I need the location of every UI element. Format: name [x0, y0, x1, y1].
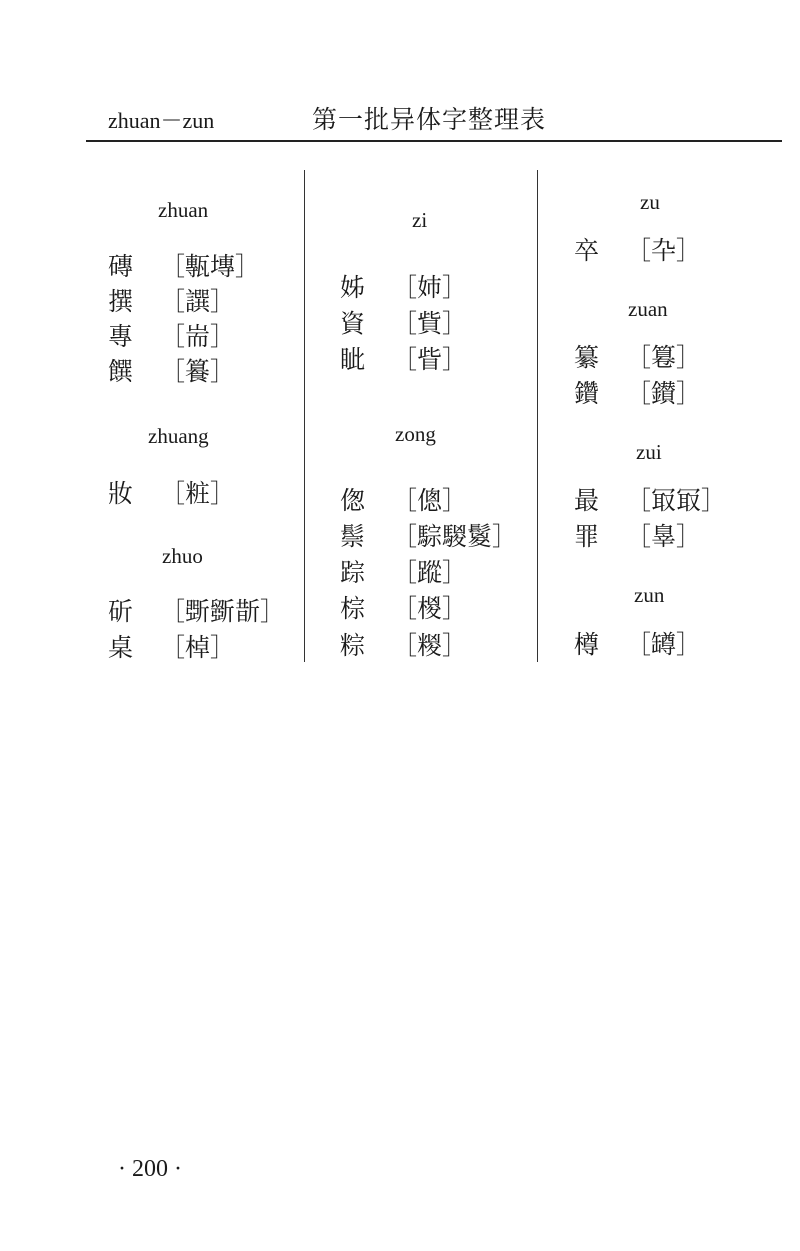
entry-row — [108, 479, 235, 509]
variant-characters: ［鑚］ — [626, 379, 702, 408]
standard-character: 鬃 — [340, 522, 366, 551]
pinyin-heading: zu — [640, 190, 660, 214]
entry-row — [340, 345, 467, 375]
entry-row — [108, 597, 285, 627]
variant-characters: ［粧］ — [160, 479, 236, 508]
standard-character: 資 — [340, 309, 366, 338]
variant-characters: ［辠］ — [626, 522, 702, 551]
standard-character: 偬 — [340, 486, 366, 515]
entry-row — [108, 252, 260, 282]
standard-character: 棕 — [340, 594, 366, 623]
standard-character: 最 — [574, 486, 600, 515]
variant-characters: ［椶］ — [392, 594, 468, 623]
entry-row — [108, 633, 235, 663]
variant-characters: ［斲斵斮］ — [160, 597, 286, 626]
entry-row — [574, 522, 701, 552]
variant-characters: ［姉］ — [392, 273, 468, 302]
variant-characters: ［耑］ — [160, 322, 236, 351]
pinyin-heading: zhuo — [162, 544, 203, 568]
variant-characters: ［傯］ — [392, 486, 468, 515]
entry-row — [574, 236, 701, 266]
entry-row — [340, 558, 467, 588]
standard-character: 撰 — [108, 287, 134, 316]
entry-row — [574, 343, 701, 373]
standard-character: 專 — [108, 322, 134, 351]
standard-character: 卒 — [574, 236, 600, 265]
standard-character: 饌 — [108, 357, 134, 386]
entry-row — [340, 486, 467, 516]
entry-row — [108, 357, 235, 387]
entry-row — [574, 486, 726, 516]
pinyin-heading: zun — [634, 583, 665, 607]
column-divider — [304, 170, 305, 662]
standard-character: 桌 — [108, 633, 134, 662]
standard-character: 鑽 — [574, 379, 600, 408]
standard-character: 罪 — [574, 522, 600, 551]
entry-row — [340, 594, 467, 624]
entry-row — [108, 287, 235, 317]
pinyin-heading: zuan — [628, 297, 668, 321]
standard-character: 樽 — [574, 630, 600, 659]
pinyin-heading: zui — [636, 440, 662, 464]
variant-characters: ［棹］ — [160, 633, 236, 662]
column-divider — [537, 170, 538, 662]
running-header-title: 第一批异体字整理表 — [312, 105, 547, 134]
standard-character: 粽 — [340, 631, 366, 660]
variant-characters: ［糉］ — [392, 631, 468, 660]
entry-row — [574, 379, 701, 409]
running-header-range: zhuan－zun — [108, 108, 215, 133]
pinyin-heading: zhuang — [148, 424, 209, 448]
standard-character: 踪 — [340, 558, 366, 587]
variant-characters: ［蹤］ — [392, 558, 468, 587]
variant-characters: ［貲］ — [392, 309, 468, 338]
entry-row — [574, 630, 701, 660]
entry-row — [340, 522, 517, 552]
variant-characters: ［罇］ — [626, 630, 702, 659]
variant-characters: ［甎塼］ — [160, 252, 261, 281]
variant-characters: ［卆］ — [626, 236, 702, 265]
page-number: · 200 · — [118, 1156, 182, 1182]
header-rule — [86, 140, 782, 142]
variant-characters: ［篹］ — [626, 343, 702, 372]
standard-character: 眦 — [340, 345, 366, 374]
standard-character: 磚 — [108, 252, 134, 281]
standard-character: 斫 — [108, 597, 134, 626]
pinyin-heading: zong — [395, 422, 436, 446]
variant-characters: ［冣冣］ — [626, 486, 727, 515]
variant-characters: ［譔］ — [160, 287, 236, 316]
entry-row — [340, 309, 467, 339]
entry-row — [340, 273, 467, 303]
pinyin-heading: zi — [412, 208, 428, 232]
entry-row — [108, 322, 235, 352]
variant-characters: ［騌騣鬉］ — [392, 522, 518, 551]
pinyin-heading: zhuan — [158, 198, 209, 222]
standard-character: 妝 — [108, 479, 134, 508]
entry-row — [340, 631, 467, 661]
variant-characters: ［眥］ — [392, 345, 468, 374]
variant-characters: ［籑］ — [160, 357, 236, 386]
standard-character: 姊 — [340, 273, 366, 302]
standard-character: 纂 — [574, 343, 600, 372]
